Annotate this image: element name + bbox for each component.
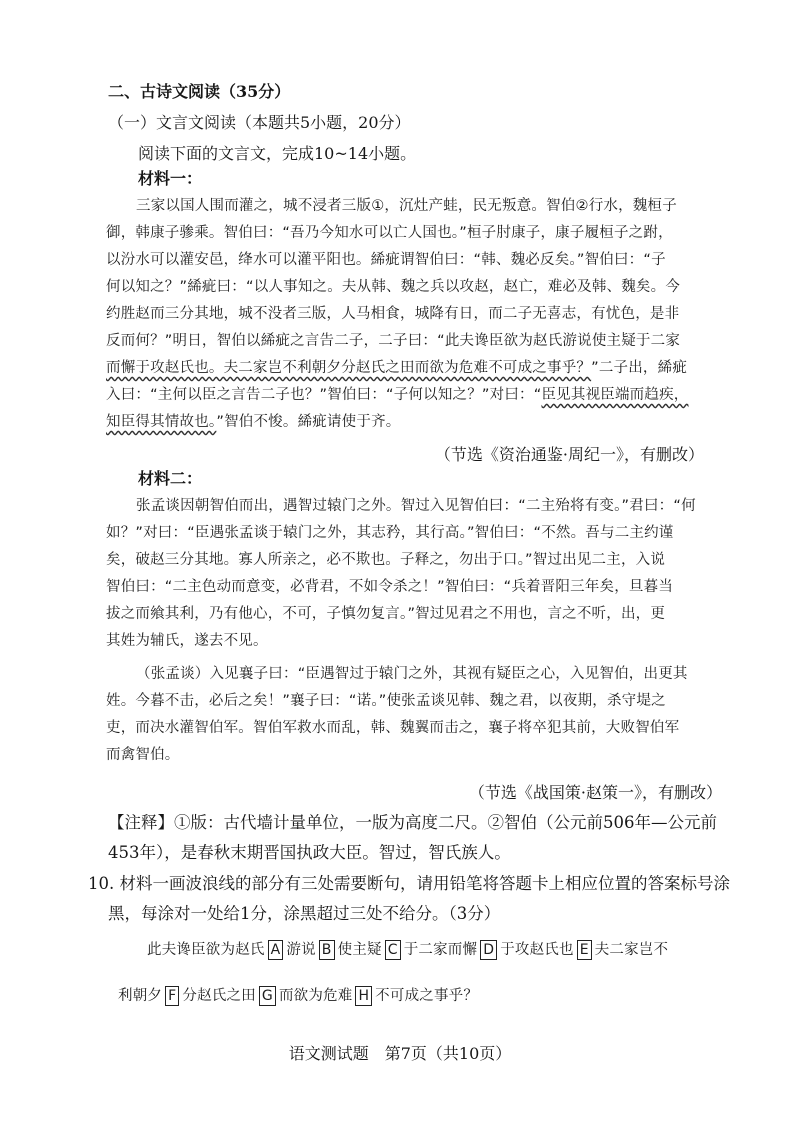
material-one-line: 何以知之？”絺疵曰：“以人事知之。夫从韩、魏之兵以攻赵，赵亡，难必及韩、魏矣。今 xyxy=(106,279,681,295)
material-one-label: 材料一： xyxy=(138,169,203,188)
material-one-line: 约胜赵而三分其地，城不没者三版，人马相食，城降有日，而二子无喜志，有忧色，是非 xyxy=(106,306,680,322)
material-one-source: （节选《资治通鉴·周纪一》，有删改） xyxy=(434,445,704,464)
option-box-a[interactable]: A xyxy=(268,940,284,960)
sub-title: （一）文言文阅读（本题共5小题，20分） xyxy=(108,113,411,132)
material-two-source: （节选《战国策·赵策一》，有删改） xyxy=(468,783,722,802)
wavy-underlined-passage: 而懈于攻赵氏也。夫二家岂不利朝夕分赵氏之田而欲为危难不可成之事乎？ xyxy=(106,360,592,376)
option-box-g[interactable]: G xyxy=(259,986,276,1006)
underlined-phrase: 知臣得其情故也。 xyxy=(106,414,217,430)
annotation-note: 453年），是春秋末期晋国执政大臣。智过，智氏族人。 xyxy=(108,843,511,862)
material-two-line: 姓。今暮不击，必后之矣！”襄子曰：“诺。”使张孟谈见韩、魏之君，以夜期，杀守堤之 xyxy=(106,693,666,709)
annotation-note: 【注释】①版：古代墙计量单位，一版为高度二尺。②智伯（公元前506年—公元前 xyxy=(108,813,717,832)
sentence-break-line: 利朝夕 F 分赵氏之田 G 而欲为危难 H 不可成之事乎？ xyxy=(118,988,479,1004)
sentence-break-line: 此夫谗臣欲为赵氏 A 游说 B 使主疑 C 于二家而懈 D 于攻赵氏也 E 夫二家岂不 xyxy=(147,942,669,958)
material-one-line: 御，韩康子骖乘。智伯曰：“吾乃今知水可以亡人国也。”桓子肘康子，康子履桓子之跗， xyxy=(106,225,673,241)
material-two-line: 拔之而飨其利，乃有他心，不可，子慎勿复言。”智过见君之不用也，言之不听，出，更 xyxy=(106,606,666,622)
material-one-line: 知臣得其情故也。”智伯不悛。絺疵请使于齐。 xyxy=(106,414,401,430)
question-10-prompt: 黑，每涂对一处给1分，涂黑超过三处不给分。（3分） xyxy=(108,904,501,923)
question-10-prompt: 10. 材料一画波浪线的部分有三处需要断句，请用铅笔将答题卡上相应位置的答案标号涂 xyxy=(88,874,730,893)
option-box-b[interactable]: B xyxy=(319,940,335,960)
option-box-e[interactable]: E xyxy=(577,940,592,960)
material-one-line: 以汾水可以灌安邑，绛水可以灌平阳也。絺疵谓智伯曰：“韩、魏必反矣。”智伯曰：“子 xyxy=(106,252,666,268)
option-box-f[interactable]: F xyxy=(165,986,179,1006)
material-two-line: 智伯曰：“二主色动而意变，必背君，不如令杀之！”智伯曰：“兵着晋阳三年矣，旦暮当 xyxy=(106,579,674,595)
material-two-line: 矣，破赵三分其地。寡人所亲之，必不欺也。子释之，勿出于口。”智过出见二主，入说 xyxy=(106,552,666,568)
material-one-line: 三家以国人围而灌之，城不浸者三版①，沉灶产蛙，民无叛意。智伯②行水，魏桓子 xyxy=(136,198,677,214)
material-two-line: 如？”对曰：“臣遇张孟谈于辕门之外，其志矜，其行高。”智伯曰：“不然。吾与二主约谨 xyxy=(106,525,674,541)
option-box-c[interactable]: C xyxy=(385,940,401,960)
material-two-line: 吏，而决水灌智伯军。智伯军救水而乱，韩、魏翼而击之，襄子将卒犯其前，大败智伯军 xyxy=(106,720,680,736)
material-two-line: 而禽智伯。 xyxy=(106,747,180,763)
material-one-line: 入曰：“主何以臣之言告二子也？”智伯曰：“子何以知之？”对曰：“臣见其视臣端而趋疾， xyxy=(106,387,689,403)
underlined-phrase: 臣见其视臣端而趋疾， xyxy=(541,387,689,403)
option-box-d[interactable]: D xyxy=(480,940,497,960)
material-one-line: 反而何？”明日，智伯以絺疵之言告二子，二子曰：“此夫谗臣欲为赵氏游说使主疑于二家 xyxy=(106,333,681,349)
material-two-label: 材料二： xyxy=(138,469,203,488)
page-footer: 语文测试题 第7页（共10页） xyxy=(288,1044,512,1063)
material-two-line: （张孟谈）入见襄子曰：“臣遇智过于辕门之外，其视有疑臣之心，入见智伯，出更其 xyxy=(136,666,688,682)
section-title: 二、古诗文阅读（35分） xyxy=(108,82,291,101)
material-two-line: 其姓为辅氏，遂去不见。 xyxy=(106,633,268,649)
option-box-h[interactable]: H xyxy=(355,986,372,1006)
material-one-line: 而懈于攻赵氏也。夫二家岂不利朝夕分赵氏之田而欲为危难不可成之事乎？”二子出，絺疵 xyxy=(106,360,688,376)
instruction: 阅读下面的文言文，完成10~14小题。 xyxy=(138,144,417,163)
material-two-line: 张孟谈因朝智伯而出，遇智过辕门之外。智过入见智伯曰：“二主殆将有变。”君曰：“何 xyxy=(136,498,696,514)
